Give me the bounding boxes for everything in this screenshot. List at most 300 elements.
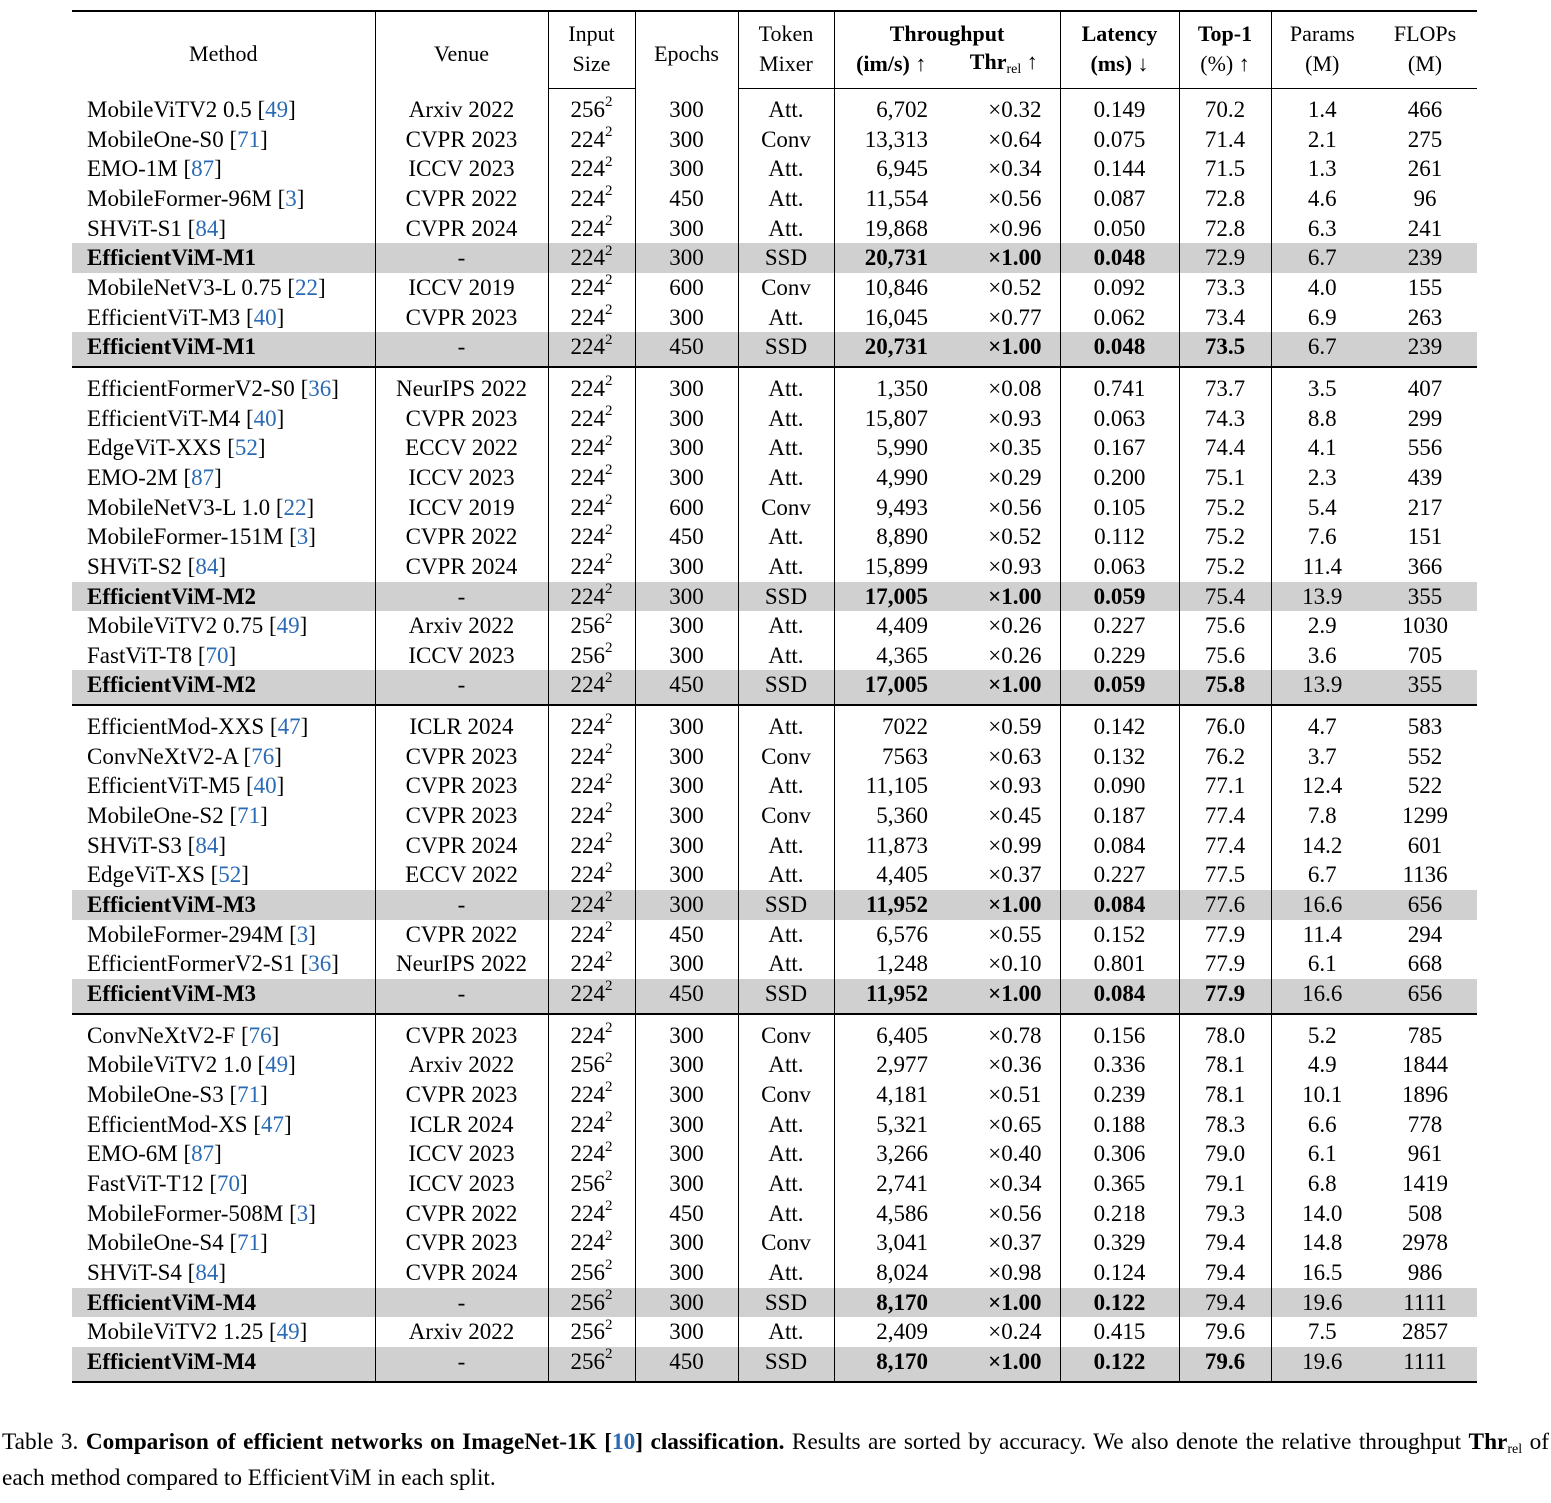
cell-method: MobileOne-S3 [71] bbox=[72, 1080, 375, 1110]
cell-params: 19.6 bbox=[1271, 1347, 1373, 1382]
cell-throughput: 4,990 bbox=[876, 464, 928, 490]
cell-input-size bbox=[548, 1139, 635, 1169]
cell-venue: - bbox=[375, 1288, 548, 1318]
cell-latency: 0.415 bbox=[1060, 1317, 1179, 1347]
cell-method: EfficientMod-XXS [47] bbox=[72, 705, 375, 742]
table-row-ours bbox=[72, 670, 1477, 705]
cell-epochs: 300 bbox=[635, 1317, 738, 1347]
cell-epochs: 300 bbox=[635, 949, 738, 979]
caption-title-a: Comparison of efficient networks on ImageNet-1K [ bbox=[85, 1429, 612, 1455]
col-method-header: Method bbox=[72, 11, 375, 89]
cell-venue: ECCV 2022 bbox=[375, 860, 548, 890]
cell-latency: 0.059 bbox=[1060, 670, 1179, 705]
cell-latency: 0.142 bbox=[1060, 705, 1179, 742]
citation-link[interactable]: 70 bbox=[205, 642, 229, 668]
method-name: MobileFormer-294M bbox=[87, 921, 284, 947]
citation-link[interactable]: 36 bbox=[308, 375, 332, 401]
cell-thr-rel: ×0.45 bbox=[948, 801, 1060, 831]
table-row bbox=[72, 1228, 1477, 1258]
table-row bbox=[72, 184, 1477, 214]
input-size-value: 224 bbox=[570, 1111, 605, 1137]
citation-link[interactable]: 47 bbox=[260, 1111, 284, 1137]
cell-method: FastViT-T8 [70] bbox=[72, 641, 375, 671]
thr-rel-label: Thr bbox=[969, 49, 1007, 74]
table-row bbox=[72, 801, 1477, 831]
method-name: EfficientMod-XS bbox=[87, 1111, 248, 1137]
cell-latency: 0.048 bbox=[1060, 332, 1179, 367]
arrow-up-icon: ↑ bbox=[1238, 51, 1250, 76]
cell-params: 6.1 bbox=[1307, 951, 1337, 977]
citation-link[interactable]: 3 bbox=[296, 1200, 309, 1226]
input-size-value: 224 bbox=[570, 921, 605, 947]
caption-text-b: of each method compared to EfficientViM in each split. bbox=[2, 1429, 1550, 1491]
cell-thr-rel: ×1.00 bbox=[948, 1288, 1060, 1318]
table-row bbox=[72, 125, 1477, 155]
input-size-value: 224 bbox=[570, 435, 605, 461]
input-size-value: 224 bbox=[570, 185, 605, 211]
input-size-value: 224 bbox=[570, 832, 605, 858]
input-size-value: 256 bbox=[570, 1259, 605, 1285]
method-name: MobileViTV2 0.75 bbox=[87, 613, 264, 639]
method-name: EfficientViM-M3 bbox=[87, 981, 257, 1007]
citation-link[interactable]: 84 bbox=[195, 215, 219, 241]
cell-venue: CVPR 2023 bbox=[375, 742, 548, 772]
cell-latency: 0.059 bbox=[1060, 582, 1179, 612]
cell-latency: 0.092 bbox=[1060, 273, 1179, 303]
top1-unit: (%) bbox=[1200, 51, 1234, 76]
cell-flops: 151 bbox=[1407, 524, 1443, 550]
citation-link[interactable]: 76 bbox=[251, 743, 275, 769]
cell-token-mixer: SSD bbox=[738, 890, 834, 920]
cell-thr-rel: ×0.32 bbox=[948, 89, 1060, 125]
citation-link[interactable]: 47 bbox=[277, 714, 301, 740]
cell-venue: CVPR 2023 bbox=[375, 125, 548, 155]
col-thr-ims-header bbox=[834, 48, 948, 89]
cell-input-size bbox=[548, 332, 635, 367]
input-size-value: 224 bbox=[570, 773, 605, 799]
col-top1-header-1: Top-1 bbox=[1179, 11, 1271, 48]
cell-throughput: 4,409 bbox=[876, 613, 928, 639]
cell-input-size bbox=[548, 243, 635, 273]
table-row bbox=[72, 1110, 1477, 1140]
cell-venue: ICCV 2019 bbox=[375, 493, 548, 523]
cell-params: 1.3 bbox=[1307, 156, 1337, 182]
input-size-exponent: 2 bbox=[605, 373, 613, 390]
cell-top1: 75.2 bbox=[1179, 552, 1271, 582]
cell-token-mixer: Att. bbox=[738, 860, 834, 890]
method-name: EMO-1M bbox=[87, 156, 178, 182]
citation-link[interactable]: 49 bbox=[276, 613, 300, 639]
cell-top1: 75.6 bbox=[1179, 611, 1271, 641]
cell-latency: 0.218 bbox=[1060, 1199, 1179, 1229]
cell-latency: 0.122 bbox=[1060, 1347, 1179, 1382]
cell-venue: CVPR 2022 bbox=[375, 522, 548, 552]
cell-top1: 77.4 bbox=[1179, 801, 1271, 831]
cell-top1: 73.3 bbox=[1179, 273, 1271, 303]
input-size-value: 256 bbox=[570, 1170, 605, 1196]
cell-token-mixer: Att. bbox=[738, 463, 834, 493]
cell-thr-rel: ×0.37 bbox=[948, 1228, 1060, 1258]
input-size-value: 224 bbox=[570, 1022, 605, 1048]
input-size-value: 256 bbox=[570, 1319, 605, 1345]
cell-flops: 1111 bbox=[1373, 1288, 1477, 1318]
method-name: SHViT-S3 bbox=[87, 832, 182, 858]
cell-input-size bbox=[548, 1080, 635, 1110]
cell-top1: 72.8 bbox=[1179, 214, 1271, 244]
cell-epochs: 300 bbox=[635, 860, 738, 890]
cell-throughput: 2,977 bbox=[876, 1052, 928, 1078]
cell-params: 7.6 bbox=[1307, 524, 1337, 550]
cell-method: EMO-2M [87] bbox=[72, 463, 375, 493]
cell-epochs: 300 bbox=[635, 742, 738, 772]
cell-flops: 2978 bbox=[1402, 1230, 1449, 1256]
cell-top1: 74.3 bbox=[1179, 404, 1271, 434]
cell-venue: CVPR 2023 bbox=[375, 1014, 548, 1051]
cell-token-mixer: Att. bbox=[738, 1050, 834, 1080]
cell-latency: 0.144 bbox=[1060, 154, 1179, 184]
cell-latency: 0.084 bbox=[1060, 890, 1179, 920]
cell-flops: 217 bbox=[1407, 494, 1443, 520]
cell-thr-rel: ×0.10 bbox=[948, 949, 1060, 979]
citation-link[interactable]: 49 bbox=[265, 96, 289, 122]
cell-thr-rel: ×0.26 bbox=[948, 641, 1060, 671]
cell-flops: 778 bbox=[1407, 1111, 1443, 1137]
citation-link[interactable]: 22 bbox=[283, 494, 307, 520]
cell-token-mixer: Att. bbox=[738, 920, 834, 950]
cell-input-size bbox=[548, 801, 635, 831]
cell-input-size bbox=[548, 949, 635, 979]
cell-token-mixer: SSD bbox=[738, 332, 834, 367]
input-size-value: 256 bbox=[570, 1348, 605, 1374]
col-venue-header: Venue bbox=[375, 11, 548, 89]
cell-params: 11.4 bbox=[1302, 921, 1342, 947]
cell-token-mixer: Att. bbox=[738, 522, 834, 552]
cell-token-mixer: SSD bbox=[738, 243, 834, 273]
cell-throughput: 11,105 bbox=[865, 773, 928, 799]
citation-link[interactable]: 3 bbox=[285, 185, 297, 211]
input-size-exponent: 2 bbox=[605, 301, 613, 318]
method-name: MobileOne-S4 bbox=[87, 1230, 224, 1256]
table-row bbox=[72, 367, 1477, 404]
cell-thr-rel: ×1.00 bbox=[948, 979, 1060, 1014]
input-size-exponent: 2 bbox=[605, 669, 613, 686]
table-row bbox=[72, 433, 1477, 463]
citation-link[interactable]: 87 bbox=[191, 156, 215, 182]
citation-link[interactable]: 36 bbox=[308, 951, 332, 977]
cell-top1: 79.0 bbox=[1179, 1139, 1271, 1169]
cell-token-mixer: SSD bbox=[738, 1347, 834, 1382]
cell-top1: 71.5 bbox=[1179, 154, 1271, 184]
cell-epochs: 450 bbox=[635, 920, 738, 950]
input-size-exponent: 2 bbox=[605, 551, 613, 568]
citation-link[interactable]: 3 bbox=[296, 921, 309, 947]
citation-link[interactable]: 52 bbox=[218, 862, 242, 888]
cell-thr-rel: ×0.52 bbox=[948, 522, 1060, 552]
cell-params: 7.8 bbox=[1307, 803, 1337, 829]
input-size-exponent: 2 bbox=[605, 741, 613, 758]
cell-epochs: 300 bbox=[635, 1080, 738, 1110]
cell-params: 6.1 bbox=[1307, 1141, 1337, 1167]
input-size-value: 256 bbox=[570, 97, 605, 122]
method-name: MobileViTV2 0.5 bbox=[87, 96, 252, 122]
input-size-value: 256 bbox=[570, 613, 605, 639]
citation-link[interactable]: 52 bbox=[234, 435, 258, 461]
cell-throughput: 3,041 bbox=[876, 1230, 928, 1256]
cell-flops: 355 bbox=[1373, 582, 1477, 612]
input-size-exponent: 2 bbox=[605, 978, 613, 995]
citation-link[interactable]: 76 bbox=[248, 1022, 272, 1048]
table-row-ours bbox=[72, 243, 1477, 273]
cell-params: 3.5 bbox=[1271, 367, 1373, 404]
cell-thr-rel: ×0.98 bbox=[948, 1258, 1060, 1288]
method-name: ConvNeXtV2-A bbox=[87, 743, 238, 769]
citation-link[interactable]: 87 bbox=[191, 464, 215, 490]
cell-input-size bbox=[548, 582, 635, 612]
citation-link[interactable]: 40 bbox=[253, 405, 277, 431]
method-name: MobileFormer-508M bbox=[87, 1200, 284, 1226]
citation-link[interactable]: 71 bbox=[237, 126, 261, 152]
col-mixer-header-1: Token bbox=[738, 11, 834, 48]
caption-ref-link[interactable]: 10 bbox=[611, 1429, 636, 1455]
cell-thr-rel: ×0.56 bbox=[948, 493, 1060, 523]
cell-method: FastViT-T12 [70] bbox=[72, 1169, 375, 1199]
cell-top1: 78.1 bbox=[1179, 1080, 1271, 1110]
input-size-value: 224 bbox=[570, 304, 605, 330]
cell-params: 16.6 bbox=[1271, 979, 1373, 1014]
table-row bbox=[72, 860, 1477, 890]
method-name: MobileOne-S3 bbox=[87, 1082, 224, 1107]
input-size-value: 224 bbox=[570, 672, 605, 698]
table-row bbox=[72, 705, 1477, 742]
cell-epochs: 600 bbox=[635, 493, 738, 523]
cell-throughput: 8,024 bbox=[876, 1259, 928, 1285]
cell-top1: 77.1 bbox=[1179, 771, 1271, 801]
cell-params: 1.4 bbox=[1307, 97, 1337, 122]
cell-top1: 71.4 bbox=[1179, 125, 1271, 155]
cell-latency: 0.365 bbox=[1060, 1169, 1179, 1199]
cell-epochs: 300 bbox=[635, 705, 738, 742]
cell-params: 11.4 bbox=[1302, 553, 1342, 579]
cell-token-mixer: SSD bbox=[738, 582, 834, 612]
citation-link[interactable]: 22 bbox=[295, 274, 319, 300]
cell-thr-rel: ×0.77 bbox=[948, 303, 1060, 333]
cell-throughput: 2,409 bbox=[876, 1319, 928, 1345]
table-group-2 bbox=[72, 367, 1477, 705]
cell-token-mixer: Att. bbox=[738, 154, 834, 184]
caption-title-b: ] classification. bbox=[635, 1429, 785, 1455]
input-size-value: 224 bbox=[570, 494, 605, 520]
cell-throughput: 20,731 bbox=[834, 243, 948, 273]
cell-method: EfficientFormerV2-S0 [36] bbox=[72, 367, 375, 404]
input-size-value: 224 bbox=[570, 1082, 605, 1107]
citation-link[interactable]: 40 bbox=[253, 773, 277, 799]
cell-latency: 0.239 bbox=[1060, 1080, 1179, 1110]
citation-link[interactable]: 40 bbox=[253, 304, 277, 330]
cell-token-mixer: Conv bbox=[738, 1080, 834, 1110]
cell-params: 13.9 bbox=[1271, 582, 1373, 612]
cell-throughput: 11,952 bbox=[834, 890, 948, 920]
citation-link[interactable]: 71 bbox=[237, 1230, 261, 1256]
cell-venue: - bbox=[375, 670, 548, 705]
cell-venue: - bbox=[375, 979, 548, 1014]
cell-thr-rel: ×0.08 bbox=[948, 367, 1060, 404]
cell-epochs: 450 bbox=[635, 1199, 738, 1229]
citation-link[interactable]: 84 bbox=[195, 553, 219, 579]
cell-venue: CVPR 2022 bbox=[375, 1199, 548, 1229]
cell-method: MobileNetV3-L 1.0 [22] bbox=[72, 493, 375, 523]
cell-venue: CVPR 2023 bbox=[375, 801, 548, 831]
cell-thr-rel: ×0.63 bbox=[948, 742, 1060, 772]
cell-input-size bbox=[548, 493, 635, 523]
cell-venue: ICCV 2023 bbox=[375, 463, 548, 493]
cell-epochs: 300 bbox=[635, 611, 738, 641]
cell-flops: 261 bbox=[1407, 156, 1443, 182]
cell-method: EfficientFormerV2-S1 [36] bbox=[72, 949, 375, 979]
input-size-value: 224 bbox=[570, 892, 605, 918]
cell-method: MobileFormer-96M [3] bbox=[72, 184, 375, 214]
table-row bbox=[72, 1169, 1477, 1199]
cell-input-size bbox=[548, 273, 635, 303]
cell-venue: - bbox=[375, 243, 548, 273]
citation-link[interactable]: 71 bbox=[237, 1082, 261, 1107]
cell-token-mixer: Att. bbox=[738, 1317, 834, 1347]
cell-top1: 72.9 bbox=[1179, 243, 1271, 273]
cell-top1: 72.8 bbox=[1179, 184, 1271, 214]
cell-thr-rel: ×1.00 bbox=[948, 670, 1060, 705]
citation-link[interactable]: 87 bbox=[191, 1141, 215, 1167]
cell-input-size bbox=[548, 860, 635, 890]
cell-token-mixer: Att. bbox=[738, 1110, 834, 1140]
cell-token-mixer: Att. bbox=[738, 1258, 834, 1288]
cell-throughput: 2,741 bbox=[876, 1170, 928, 1196]
cell-thr-rel: ×0.40 bbox=[948, 1139, 1060, 1169]
citation-link[interactable]: 84 bbox=[195, 1259, 219, 1285]
cell-params: 6.9 bbox=[1307, 304, 1337, 330]
citation-link[interactable]: 70 bbox=[217, 1170, 241, 1196]
cell-latency: 0.063 bbox=[1060, 404, 1179, 434]
input-size-exponent: 2 bbox=[605, 331, 613, 348]
cell-token-mixer: Att. bbox=[738, 1139, 834, 1169]
cell-input-size bbox=[548, 1288, 635, 1318]
citation-link[interactable]: 49 bbox=[276, 1319, 300, 1345]
method-name: SHViT-S1 bbox=[87, 215, 182, 241]
input-size-exponent: 2 bbox=[605, 462, 613, 479]
cell-epochs: 450 bbox=[635, 184, 738, 214]
cell-params: 14.0 bbox=[1302, 1200, 1343, 1226]
cell-venue: - bbox=[375, 582, 548, 612]
cell-flops: 656 bbox=[1373, 890, 1477, 920]
cell-throughput: 15,807 bbox=[864, 405, 928, 431]
cell-method bbox=[72, 243, 375, 273]
cell-token-mixer: Att. bbox=[738, 89, 834, 125]
cell-input-size bbox=[548, 1199, 635, 1229]
cell-input-size bbox=[548, 463, 635, 493]
citation-link[interactable]: 71 bbox=[237, 803, 261, 829]
method-name: MobileOne-S2 bbox=[87, 803, 224, 829]
cell-params: 16.6 bbox=[1271, 890, 1373, 920]
cell-params: 4.1 bbox=[1307, 435, 1337, 461]
method-name: EfficientViT-M3 bbox=[87, 304, 241, 330]
cell-latency: 0.122 bbox=[1060, 1288, 1179, 1318]
col-thr-rel-header bbox=[948, 48, 1060, 89]
input-size-exponent: 2 bbox=[605, 1197, 613, 1214]
table-row bbox=[72, 552, 1477, 582]
input-size-exponent: 2 bbox=[605, 889, 613, 906]
input-size-value: 224 bbox=[570, 156, 605, 182]
citation-link[interactable]: 3 bbox=[296, 524, 309, 550]
method-name: EfficientFormerV2-S1 bbox=[87, 951, 295, 977]
input-size-exponent: 2 bbox=[605, 1346, 613, 1363]
input-size-value: 224 bbox=[570, 215, 605, 241]
cell-venue: Arxiv 2022 bbox=[375, 1050, 548, 1080]
caption-thr-subscript: rel bbox=[1507, 1442, 1523, 1457]
cell-top1: 76.2 bbox=[1179, 742, 1271, 772]
cell-input-size bbox=[548, 1050, 635, 1080]
input-size-exponent: 2 bbox=[605, 830, 613, 847]
input-size-exponent: 2 bbox=[605, 242, 613, 259]
method-name: EfficientViM-M1 bbox=[87, 334, 257, 360]
cell-epochs: 300 bbox=[635, 404, 738, 434]
input-size-value: 224 bbox=[570, 524, 605, 550]
input-size-value: 224 bbox=[570, 1200, 605, 1226]
cell-flops: 239 bbox=[1373, 243, 1477, 273]
table-row bbox=[72, 742, 1477, 772]
cell-latency: 0.329 bbox=[1060, 1228, 1179, 1258]
cell-venue: CVPR 2023 bbox=[375, 303, 548, 333]
table-row-ours bbox=[72, 979, 1477, 1014]
cell-throughput: 1,248 bbox=[876, 951, 928, 977]
arrow-up-icon: ↑ bbox=[1026, 49, 1038, 74]
cell-token-mixer: Att. bbox=[738, 184, 834, 214]
cell-latency: 0.227 bbox=[1060, 860, 1179, 890]
cell-params: 6.7 bbox=[1271, 243, 1373, 273]
cell-params: 5.4 bbox=[1307, 494, 1337, 520]
input-size-exponent: 2 bbox=[605, 610, 613, 627]
cell-epochs: 300 bbox=[635, 433, 738, 463]
input-size-value: 224 bbox=[570, 803, 605, 829]
table-row bbox=[72, 154, 1477, 184]
cell-throughput: 6,702 bbox=[876, 97, 928, 122]
input-size-exponent: 2 bbox=[605, 859, 613, 876]
cell-flops: 986 bbox=[1407, 1259, 1443, 1285]
cell-throughput: 3,266 bbox=[876, 1141, 928, 1167]
cell-token-mixer: Att. bbox=[738, 705, 834, 742]
table-row-ours bbox=[72, 890, 1477, 920]
cell-top1: 75.8 bbox=[1179, 670, 1271, 705]
cell-flops: 241 bbox=[1407, 215, 1443, 241]
thr-rel-subscript: rel bbox=[1006, 62, 1022, 77]
cell-top1: 75.4 bbox=[1179, 582, 1271, 612]
cell-epochs: 450 bbox=[635, 670, 738, 705]
cell-flops: 785 bbox=[1373, 1014, 1477, 1051]
cell-throughput: 17,005 bbox=[834, 670, 948, 705]
cell-latency: 0.084 bbox=[1060, 979, 1179, 1014]
cell-flops: 263 bbox=[1407, 304, 1443, 330]
cell-method bbox=[72, 979, 375, 1014]
method-name: ConvNeXtV2-F bbox=[87, 1022, 236, 1048]
method-name: EfficientViM-M4 bbox=[87, 1348, 257, 1374]
citation-link[interactable]: 49 bbox=[265, 1052, 289, 1078]
input-size-exponent: 2 bbox=[605, 711, 613, 728]
cell-thr-rel: ×0.59 bbox=[948, 705, 1060, 742]
cell-method: MobileViTV2 0.5 [49] bbox=[72, 89, 375, 125]
citation-link[interactable]: 84 bbox=[195, 832, 219, 858]
table-group-3 bbox=[72, 705, 1477, 1014]
cell-input-size bbox=[548, 1347, 635, 1382]
cell-flops: 583 bbox=[1373, 705, 1477, 742]
cell-flops: 2857 bbox=[1402, 1319, 1449, 1345]
cell-epochs: 300 bbox=[635, 1228, 738, 1258]
